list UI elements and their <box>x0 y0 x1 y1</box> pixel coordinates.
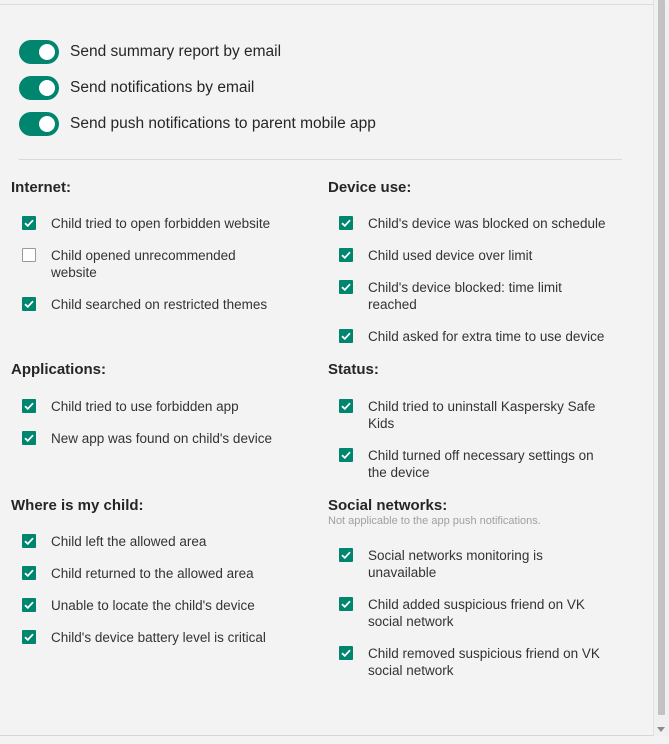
toggle-email-notifications[interactable] <box>19 70 376 106</box>
checkmark-icon <box>341 649 351 657</box>
checkbox[interactable] <box>22 598 36 612</box>
section-title: Where is my child: <box>11 497 144 514</box>
section-title: Status: <box>328 361 379 378</box>
checkbox-label: Social networks monitoring is unavailable <box>368 548 543 580</box>
checkmark-icon <box>341 600 351 608</box>
checkbox-item[interactable] <box>339 279 589 313</box>
checkmark-icon <box>341 551 351 559</box>
checkbox-item[interactable] <box>339 247 619 264</box>
checkmark-icon <box>24 219 34 227</box>
checkmark-icon <box>341 402 351 410</box>
checkbox-item[interactable] <box>339 447 614 481</box>
section-applications <box>11 359 106 381</box>
checkbox-item[interactable] <box>22 398 302 415</box>
checkbox-item[interactable] <box>339 328 639 345</box>
checkbox-label: Child tried to open forbidden website <box>51 216 271 231</box>
section-title: Internet: <box>11 179 71 196</box>
checkbox[interactable] <box>22 216 36 230</box>
checkbox-label: Child added suspicious friend on VK social network <box>368 597 585 629</box>
checkbox-label: Child tried to uninstall Kaspersky Safe Kids <box>368 399 596 431</box>
section-title: Applications: <box>11 361 107 378</box>
vertical-scrollbar[interactable] <box>653 0 669 736</box>
checkbox-item[interactable] <box>22 533 302 550</box>
toggle-push-notifications[interactable] <box>19 106 376 142</box>
section-device-use <box>328 177 411 199</box>
checkmark-icon <box>341 283 351 291</box>
checkbox-label: Child's device blocked: time limit reached <box>368 280 562 312</box>
checkmark-icon <box>24 633 34 641</box>
email-settings <box>19 34 376 142</box>
checkbox-label: Child opened unrecommended website <box>51 248 236 280</box>
checkbox-label: Child used device over limit <box>368 248 533 263</box>
checkbox-label: Child turned off necessary settings on the device <box>368 448 594 480</box>
checkbox[interactable] <box>22 431 36 445</box>
checkbox-item[interactable] <box>22 430 302 447</box>
section-where-is-my-child <box>11 495 144 517</box>
checkbox[interactable] <box>339 280 353 294</box>
checkbox-label: Child searched on restricted themes <box>51 297 268 312</box>
checkbox[interactable] <box>22 630 36 644</box>
checkbox-label: Child left the allowed area <box>51 534 207 549</box>
checkbox-label: Child removed suspicious friend on VK social network <box>368 646 600 678</box>
toggle-switch[interactable] <box>19 40 59 64</box>
checkbox-item[interactable] <box>22 296 302 313</box>
section-title: Device use: <box>328 179 412 196</box>
toggle-label: Send push notifications to parent mobile app <box>70 115 376 132</box>
checkbox[interactable] <box>22 297 36 311</box>
checkbox-label: New app was found on child's device <box>51 431 272 446</box>
toggle-label: Send notifications by email <box>70 79 255 96</box>
checkbox-label: Child asked for extra time to use device <box>368 329 605 344</box>
section-social-networks <box>328 495 541 528</box>
checkbox[interactable] <box>22 399 36 413</box>
checkbox[interactable] <box>339 646 353 660</box>
checkbox-item[interactable] <box>22 215 302 232</box>
checkbox-label: Unable to locate the child's device <box>51 598 255 613</box>
checkbox[interactable] <box>339 597 353 611</box>
checkbox-item[interactable] <box>339 398 609 432</box>
checkbox-label: Child returned to the allowed area <box>51 566 254 581</box>
scroll-down-arrow-icon[interactable] <box>657 727 665 732</box>
checkbox-item[interactable] <box>339 215 639 232</box>
toggle-knob <box>39 44 55 60</box>
checkbox-item[interactable] <box>22 247 272 281</box>
checkmark-icon <box>24 569 34 577</box>
checkmark-icon <box>341 451 351 459</box>
section-note: Not applicable to the app push notifications. <box>328 515 541 527</box>
top-divider <box>0 4 654 5</box>
checkbox[interactable] <box>22 566 36 580</box>
checkbox[interactable] <box>22 534 36 548</box>
checkmark-icon <box>24 601 34 609</box>
checkmark-icon <box>341 332 351 340</box>
checkbox[interactable] <box>339 548 353 562</box>
toggle-switch[interactable] <box>19 112 59 136</box>
toggle-switch[interactable] <box>19 76 59 100</box>
toggle-summary-report[interactable] <box>19 34 376 70</box>
checkbox-item[interactable] <box>22 597 302 614</box>
checkbox-item[interactable] <box>22 565 302 582</box>
checkbox-label: Child's device was blocked on schedule <box>368 216 606 231</box>
checkbox-label: Child tried to use forbidden app <box>51 399 239 414</box>
toggle-label: Send summary report by email <box>70 43 282 60</box>
section-title: Social networks: <box>328 497 448 514</box>
checkbox[interactable] <box>339 399 353 413</box>
checkbox[interactable] <box>339 329 353 343</box>
section-internet <box>11 177 71 199</box>
section-status <box>328 359 379 381</box>
checkbox-item[interactable] <box>339 547 569 581</box>
checkbox-item[interactable] <box>339 645 624 679</box>
checkmark-icon <box>24 402 34 410</box>
toggle-knob <box>39 80 55 96</box>
checkmark-icon <box>24 434 34 442</box>
bottom-divider <box>0 735 654 736</box>
checkbox-item[interactable] <box>22 629 302 646</box>
checkmark-icon <box>24 300 34 308</box>
checkbox[interactable] <box>339 216 353 230</box>
checkmark-icon <box>341 219 351 227</box>
toggle-knob <box>39 116 55 132</box>
scrollbar-thumb[interactable] <box>658 0 665 715</box>
checkbox-label: Child's device battery level is critical <box>51 630 266 645</box>
section-divider <box>19 159 622 160</box>
checkbox[interactable] <box>22 248 36 262</box>
checkmark-icon <box>341 251 351 259</box>
checkbox[interactable] <box>339 248 353 262</box>
checkbox-item[interactable] <box>339 596 609 630</box>
checkmark-icon <box>24 537 34 545</box>
checkbox[interactable] <box>339 448 353 462</box>
